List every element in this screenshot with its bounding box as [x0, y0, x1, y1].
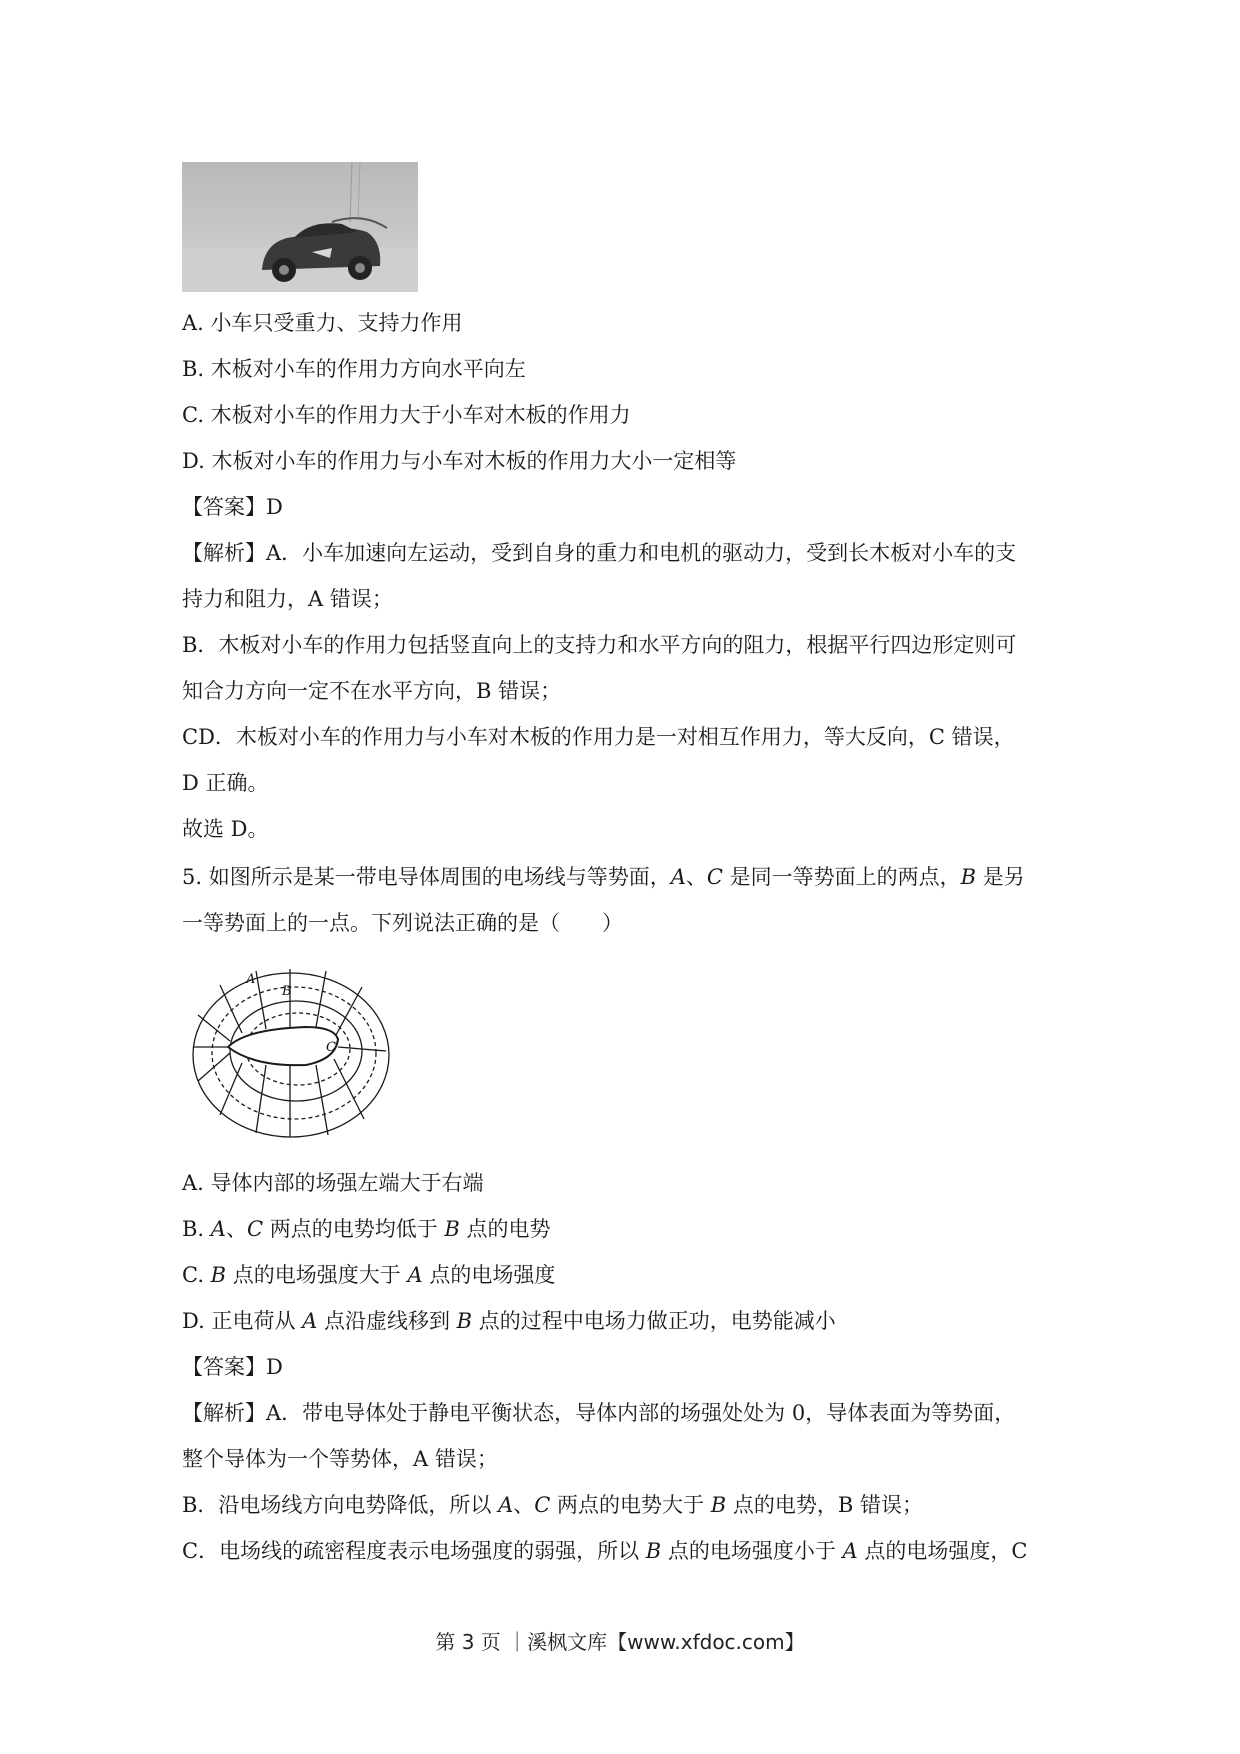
variable-label: B — [444, 1217, 460, 1241]
text-run: 点的电势，B 错误； — [726, 1493, 923, 1517]
q4-analysis-line: 知合力方向一定不在水平方向，B 错误； — [182, 679, 562, 703]
text-run: 整个导体为一个等势体，A 错误； — [182, 1447, 498, 1471]
text-run: 点的电场强度大于 — [226, 1263, 408, 1287]
text-run: 点沿虚线移到 — [317, 1309, 457, 1333]
q4-analysis-line: 【解析】A．小车加速向左运动，受到自身的重力和电机的驱动力，受到长木板对小车的支 — [182, 541, 1017, 565]
variable-label: C — [706, 865, 723, 889]
text-run: 、 — [513, 1493, 535, 1517]
variable-label: A — [842, 1539, 858, 1563]
diagram-label-b: B — [282, 984, 292, 999]
q5-analysis-line — [182, 1536, 1027, 1566]
q4-answer: 【答案】D — [182, 495, 283, 519]
text-run: 是同一等势面上的两点， — [722, 865, 961, 889]
q4-analysis-line: 持力和阻力，A 错误； — [182, 587, 393, 611]
q4-analysis-line: 故选 D。 — [182, 817, 269, 841]
diagram-label-a: A — [246, 972, 256, 987]
q4-option-b: B. 木板对小车的作用力方向水平向左 — [182, 357, 526, 381]
text-run: 点的电势 — [459, 1217, 551, 1241]
variable-label: B — [710, 1493, 727, 1517]
text-run: 点的电场强度小于 — [661, 1539, 843, 1563]
text-run: 两点的电势均低于 — [263, 1217, 445, 1241]
q4-analysis-line: B．木板对小车的作用力包括竖直向上的支持力和水平方向的阻力，根据平行四边形定则可 — [182, 633, 1017, 657]
q5-answer: 【答案】D — [182, 1355, 283, 1379]
q4-option-c: C. 木板对小车的作用力大于小车对木板的作用力 — [182, 403, 631, 427]
variable-label: A — [670, 865, 686, 889]
variable-label: A — [210, 1217, 226, 1241]
q4-option-d: D. 木板对小车的作用力与小车对木板的作用力大小一定相等 — [182, 449, 737, 473]
text-run: D. 正电荷从 — [182, 1309, 303, 1333]
text-run: 点的电场强度 — [422, 1263, 556, 1287]
text-run: B．沿电场线方向电势降低，所以 — [182, 1493, 499, 1517]
q4-analysis-line: D 正确。 — [182, 771, 269, 795]
toy-car-icon — [182, 162, 418, 292]
text-run: 点的过程中电场力做正功，电势能减小 — [472, 1309, 836, 1333]
variable-label: A — [302, 1309, 318, 1333]
text-run: C. — [182, 1263, 211, 1287]
text-run: C．电场线的疏密程度表示电场强度的弱强，所以 — [182, 1539, 646, 1563]
text-run: 一等势面上的一点。下列说法正确的是（ ） — [182, 911, 623, 935]
text-run: 、 — [685, 865, 707, 889]
variable-label: C — [246, 1217, 264, 1241]
variable-label: A — [407, 1263, 423, 1287]
q5-analysis-line — [182, 1398, 1015, 1428]
q4-option-a: A. 小车只受重力、支持力作用 — [182, 311, 463, 335]
text-run: A. 导体内部的场强左端大于右端 — [182, 1171, 484, 1195]
text-run: 点的电场强度，C — [857, 1539, 1028, 1563]
q5-option-d — [182, 1306, 836, 1336]
variable-label: B — [960, 865, 977, 889]
q5-option-b — [182, 1214, 551, 1244]
variable-label: B — [210, 1263, 227, 1287]
variable-label: A — [498, 1493, 514, 1517]
q5-option-a — [182, 1168, 484, 1198]
text-run: 、 — [225, 1217, 247, 1241]
toy-car-photo — [182, 162, 418, 292]
q5-analysis-line — [182, 1490, 923, 1520]
q5-stem-line — [182, 862, 1025, 892]
text-run: 是另 — [976, 865, 1025, 889]
electric-field-diagram — [186, 963, 396, 1143]
page-footer: 第 3 页 ｜溪枫文库【www.xfdoc.com】 — [435, 1630, 805, 1654]
q4-analysis-line: CD．木板对小车的作用力与小车对木板的作用力是一对相互作用力，等大反向，C 错误， — [182, 725, 1015, 749]
text-run: 两点的电势大于 — [550, 1493, 711, 1517]
variable-label: B — [645, 1539, 662, 1563]
diagram-label-c: C — [326, 1040, 336, 1055]
text-run: B. — [182, 1217, 211, 1241]
text-run: 【解析】A．带电导体处于静电平衡状态，导体内部的场强处处为 0，导体表面为等势面， — [182, 1401, 1016, 1425]
q5-option-c — [182, 1260, 555, 1290]
variable-label: C — [534, 1493, 551, 1517]
q5-analysis-line — [182, 1444, 498, 1474]
q5-stem-line — [182, 908, 623, 938]
text-run: 5. 如图所示是某一带电导体周围的电场线与等势面， — [182, 865, 671, 889]
variable-label: B — [456, 1309, 473, 1333]
